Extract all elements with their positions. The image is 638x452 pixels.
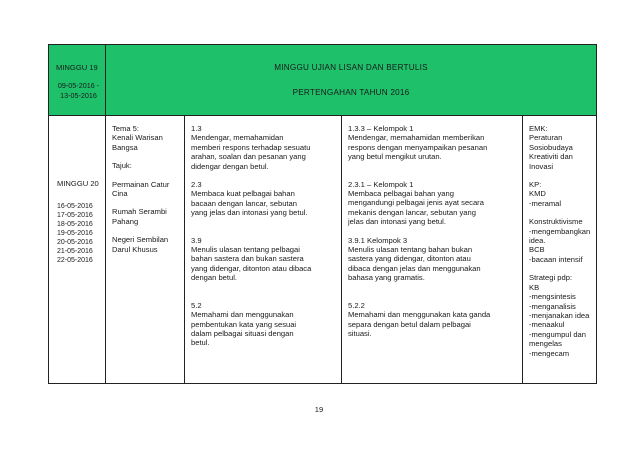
- header-row: [49, 45, 597, 116]
- week-row: [49, 116, 597, 384]
- objective-code: 5.2.2: [348, 300, 365, 310]
- kp-item: KMD: [529, 189, 546, 199]
- kp-label: KP:: [529, 180, 542, 190]
- objective-text: Membaca pelbagai bahan yang: [348, 189, 454, 199]
- tajuk-text: Pahang: [112, 216, 139, 226]
- tajuk-text: Cina: [112, 189, 128, 199]
- standard-text: bacaan dengan lancar, sebutan: [191, 198, 297, 208]
- strategi-label: Strategi pdp:: [529, 273, 573, 283]
- tajuk-text: Darul Khusus: [112, 244, 158, 254]
- emk-item: Sosiobudaya: [529, 142, 573, 152]
- objective-text: mengandungi pelbagai jenis ayat secara: [348, 198, 484, 208]
- objective-text: Memahami dan menggunakan kata ganda: [348, 310, 491, 320]
- standard-text: arahan, soalan dan pesanan yang: [191, 152, 306, 162]
- standard-text: Memahami dan menggunakan: [191, 310, 294, 320]
- objective-text: situasi.: [348, 328, 372, 338]
- date-item: 22-05-2016: [57, 257, 93, 265]
- week-cell: [49, 116, 106, 384]
- tema-label: Tema 5:: [112, 124, 140, 133]
- konstruktivisme-item: -mengembangkan: [529, 226, 591, 236]
- bcb-item: BCB: [529, 245, 545, 255]
- tema-text: Bangsa: [112, 142, 138, 152]
- elements-cell: [523, 116, 597, 384]
- standard-text: Membaca kuat pelbagai bahan: [191, 189, 295, 199]
- objective-text: Mendengar, memahamidan memberikan: [348, 133, 485, 143]
- date-item: 21-05-2016: [57, 248, 93, 256]
- header-date-range: 09-05-2016 - 13-05-2016: [57, 81, 100, 100]
- objective-text: jelas dan intonasi yang betul.: [348, 217, 446, 227]
- standard-text: yang didengar, ditonton atau dibaca: [191, 263, 312, 273]
- objective-text: sastera yang didengar, ditonton atau: [348, 254, 471, 264]
- standard-text: bahan sastera dan bukan sastera: [191, 254, 304, 264]
- standard-text: Mendengar, memahamidan: [191, 133, 284, 143]
- standard-text: yang jelas dan intonasi yang betul.: [191, 208, 308, 218]
- header-week-cell: [49, 45, 106, 116]
- date-item: 17-05-2016: [57, 212, 93, 220]
- standard-text: dalam pelbagai situasi dengan: [191, 328, 294, 338]
- konstruktivisme-item: idea.: [529, 236, 546, 246]
- objectives-cell: [342, 116, 523, 384]
- strategi-item: -menjanakan idea: [529, 310, 590, 320]
- page-number: 19: [314, 405, 324, 414]
- date-item: 19-05-2016: [57, 230, 93, 238]
- tajuk-text: Negeri Sembilan: [112, 235, 169, 245]
- objective-code: 2.3.1 – Kelompok 1: [348, 179, 414, 189]
- objective-text: respons dengan menyampaikan pesanan: [348, 142, 488, 152]
- emk-item: Kreativiti dan Inovasi: [529, 152, 573, 171]
- standards-cell: [185, 116, 342, 384]
- emk-item: Peraturan: [529, 133, 563, 143]
- theme-cell: [106, 116, 185, 384]
- strategi-item: -mengsintesis: [529, 292, 576, 302]
- konstruktivisme-item: Konstruktivisme: [529, 217, 583, 227]
- strategi-item: -menaakul: [529, 320, 565, 330]
- objective-text: yang betul mengikut urutan.: [348, 152, 442, 162]
- date-item: 20-05-2016: [57, 239, 93, 247]
- standard-text: memberi respons terhadap sesuatu: [191, 142, 311, 152]
- strategi-item: -mengecam: [529, 348, 570, 358]
- standard-code: 1.3: [191, 124, 202, 133]
- standard-code: 5.2: [191, 300, 202, 310]
- header-title-line2: PERTENGAHAN TAHUN 2016: [292, 87, 410, 97]
- objective-code: 1.3.3 – Kelompok 1: [348, 124, 414, 133]
- objective-text: bahasa yang gramatis.: [348, 273, 425, 283]
- objective-text: Menulis ulasan tentang bahan bukan: [348, 245, 473, 255]
- bcb-item: -bacaan intensif: [529, 254, 583, 264]
- date-item: 16-05-2016: [57, 203, 93, 211]
- objective-text: dibaca dengan jelas dan menggunakan: [348, 263, 481, 273]
- kp-item: -meramal: [529, 198, 562, 208]
- standard-code: 3.9: [191, 235, 202, 245]
- standard-text: didengar dengan betul.: [191, 161, 269, 171]
- standard-code: 2.3: [191, 180, 202, 190]
- tajuk-text: Permainan Catur: [112, 179, 170, 189]
- standard-text: dengan betul.: [191, 273, 238, 283]
- strategi-item: -menganalisis: [529, 301, 576, 311]
- strategi-item: KB: [529, 282, 540, 292]
- date-item: 18-05-2016: [57, 221, 93, 229]
- lesson-plan-table: [48, 44, 597, 384]
- strategi-item: mengelas: [529, 339, 562, 349]
- tema-text: Kenali Warisan: [112, 133, 163, 143]
- date-list: [49, 202, 105, 265]
- header-title-cell: [106, 45, 597, 116]
- strategi-item: -mengumpul dan: [529, 329, 586, 339]
- standard-text: Menulis ulasan tentang pelbagai: [191, 245, 300, 255]
- objective-code: 3.9.1 Kelompok 3: [348, 235, 408, 245]
- header-week-label: MINGGU 19: [56, 63, 98, 72]
- header-title-line1: MINGGU UJIAN LISAN DAN BERTULIS: [274, 63, 428, 73]
- tajuk-label: Tajuk:: [112, 161, 132, 171]
- emk-label: EMK:: [529, 124, 548, 133]
- standard-text: betul.: [191, 338, 210, 348]
- objective-text: mekanis dengan lancar, sebutan yang: [348, 207, 476, 217]
- tajuk-text: Rumah Serambi: [112, 207, 167, 217]
- week-label: MINGGU 20: [57, 179, 99, 188]
- objective-text: separa dengan betul dalam pelbagai: [348, 319, 471, 329]
- standard-text: pembentukan kata yang sesuai: [191, 319, 297, 329]
